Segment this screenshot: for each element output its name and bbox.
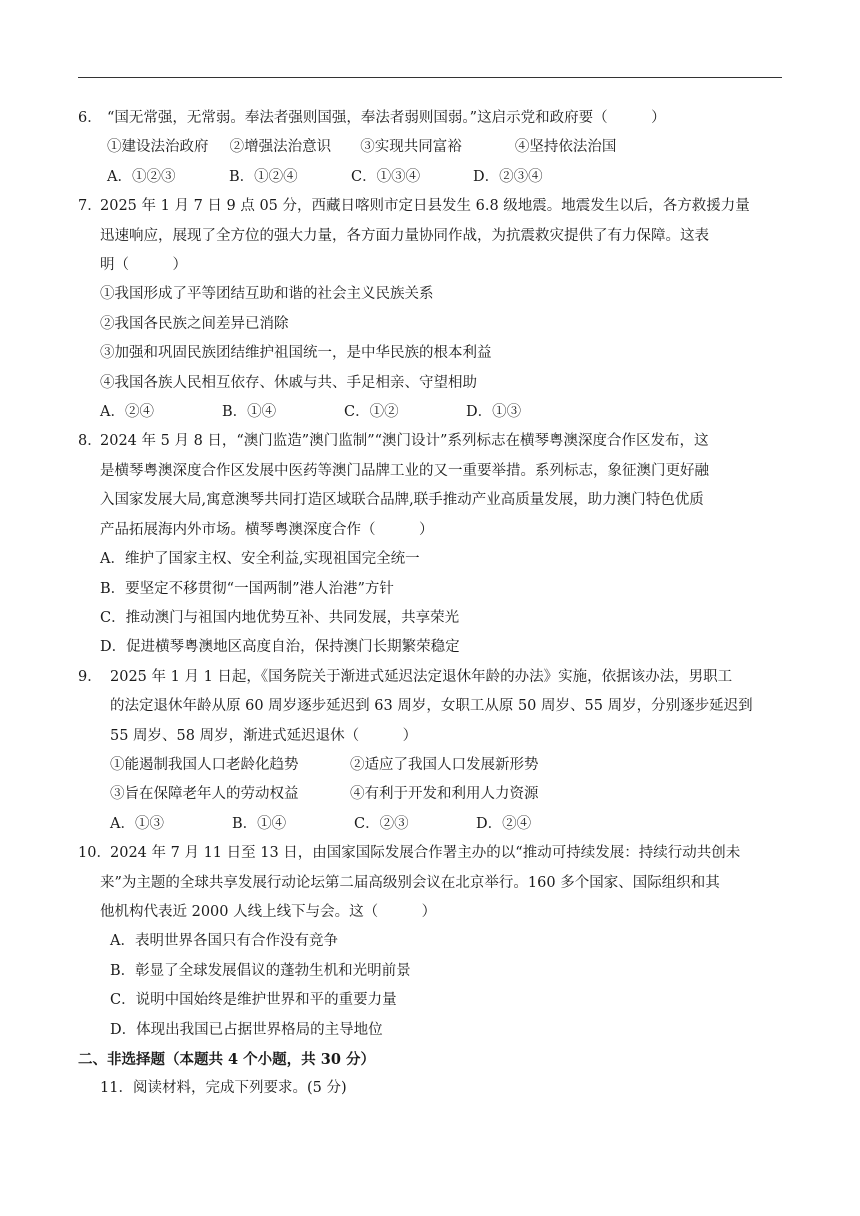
statement-row-1 xyxy=(78,751,784,780)
statement-2: ②适应了我国人口发展新形势 xyxy=(350,756,539,773)
option-b: B．①④ xyxy=(222,404,277,421)
answer-options xyxy=(78,163,784,192)
header-rule xyxy=(78,77,782,78)
question-stem-line-3: 入国家发展大局,寓意澳琴共同打造区域联合品牌,联手推动产业高质量发展，助力澳门特色优质 xyxy=(100,492,704,509)
question-number: 10． xyxy=(78,845,111,862)
question-10 xyxy=(78,839,784,1045)
option-d: D．②④ xyxy=(476,815,532,832)
question-number: 8． xyxy=(78,433,102,450)
option-c: C．说明中国始终是维护世界和平的重要力量 xyxy=(110,992,397,1009)
question-stem-line-3: 他机构代表近 2000 人线上线下与会。这（ ） xyxy=(100,903,437,920)
question-number: 6． xyxy=(78,110,102,126)
question-number: 7． xyxy=(78,198,102,215)
statement-2: ②我国各民族之间差异已消除 xyxy=(100,315,289,332)
question-7 xyxy=(78,192,784,427)
section-heading: 二、非选择题（本题共 4 个小题，共 30 分） xyxy=(78,1051,375,1068)
statement-3: ③实现共同富裕 xyxy=(360,139,462,156)
option-b: B．①④ xyxy=(232,815,287,832)
option-c: C．①② xyxy=(344,404,399,421)
answer-options xyxy=(78,810,784,839)
question-8 xyxy=(78,427,784,662)
option-a: A．②④ xyxy=(100,404,154,421)
statement-4: ④我国各族人民相互依存、休戚与共、手足相亲、守望相助 xyxy=(100,374,477,391)
question-11: 11．阅读材料，完成下列要求。(5 分) xyxy=(100,1080,347,1097)
question-stem-line-2: 迅速响应，展现了全方位的强大力量，各方面力量协同作战，为抗震救灾提供了有力保障。这表 xyxy=(100,227,709,244)
option-d: D．体现出我国已占据世界格局的主导地位 xyxy=(110,1021,383,1038)
question-stem-line-1: 2025 年 1 月 1 日起，《国务院关于渐进式延迟法定退休年龄的办法》实施，依据该办法，男职工 xyxy=(110,668,733,685)
option-a: A．表明世界各国只有合作没有竞争 xyxy=(110,933,338,950)
option-b: B．彰显了全球发展倡议的蓬勃生机和光明前景 xyxy=(110,962,411,979)
exam-content xyxy=(78,104,784,1104)
option-b: B．①②④ xyxy=(229,168,298,185)
question-stem-line-3: 55 周岁、58 周岁，渐进式延迟退休（ ） xyxy=(110,727,418,744)
option-d: D．促进横琴粤澳地区高度自治，保持澳门长期繁荣稳定 xyxy=(100,639,460,656)
statement-1: ①能遏制我国人口老龄化趋势 xyxy=(110,756,299,773)
option-c: C．①③④ xyxy=(351,168,421,185)
answer-options xyxy=(78,398,784,427)
question-stem-line-2: 来”为主题的全球共享发展行动论坛第二届高级别会议在北京举行。160 多个国家、国际组织和其 xyxy=(100,874,720,891)
option-d: D．①③ xyxy=(466,404,522,421)
question-number: 9． xyxy=(78,668,102,685)
option-c: C．②③ xyxy=(354,815,409,832)
question-stem: “国无常强，无常弱。奉法者强则国强，奉法者弱则国弱。”这启示党和政府要（ ） xyxy=(107,110,666,126)
question-6 xyxy=(78,104,784,192)
option-a: A．①③ xyxy=(110,815,164,832)
question-9 xyxy=(78,663,784,839)
statement-2: ②增强法治意识 xyxy=(229,139,332,156)
option-b: B．要坚定不移贯彻“一国两制”港人治港”方针 xyxy=(100,580,394,597)
statement-4: ④坚持依法治国 xyxy=(514,139,617,156)
question-stem-line-4: 产品拓展海内外市场。横琴粤澳深度合作（ ） xyxy=(100,521,434,538)
statement-row xyxy=(78,133,784,162)
option-c: C．推动澳门与祖国内地优势互补、共同发展，共享荣光 xyxy=(100,609,460,626)
statement-3: ③加强和巩固民族团结维护祖国统一，是中华民族的根本利益 xyxy=(100,345,492,362)
question-stem-line-2: 的法定退休年龄从原 60 周岁逐步延迟到 63 周岁，女职工从原 50 周岁、55 周岁，分别逐步延迟到 xyxy=(110,698,753,715)
statement-4: ④有利于开发和利用人力资源 xyxy=(350,786,539,803)
question-stem-line-2: 是横琴粤澳深度合作区发展中医药等澳门品牌工业的又一重要举措。系列标志，象征澳门更好融 xyxy=(100,462,709,479)
option-a: A．①②③ xyxy=(107,168,176,185)
option-d: D．②③④ xyxy=(473,168,543,185)
statement-1: ①建设法治政府 xyxy=(107,139,209,156)
question-stem-line-1: 2025 年 1 月 7 日 9 点 05 分，西藏日喀则市定日县发生 6.8 级地震。地震发生以后，各方救援力量 xyxy=(100,198,750,215)
question-stem-line-1: 2024 年 7 月 11 日至 13 日，由国家国际发展合作署主办的以“推动可持续发展：持续行动共创未 xyxy=(110,845,741,862)
statement-3: ③旨在保障老年人的劳动权益 xyxy=(110,786,299,803)
statement-row-2 xyxy=(78,780,784,809)
question-stem-line-3: 明（ ） xyxy=(100,257,187,274)
option-a: A．维护了国家主权、安全利益,实现祖国完全统一 xyxy=(100,551,420,568)
statement-1: ①我国形成了平等团结互助和谐的社会主义民族关系 xyxy=(100,286,434,303)
question-stem-line-1: 2024 年 5 月 8 日，“澳门监造”澳门监制”“澳门设计”系列标志在横琴粤澳深度合作区发布，这 xyxy=(100,433,709,450)
